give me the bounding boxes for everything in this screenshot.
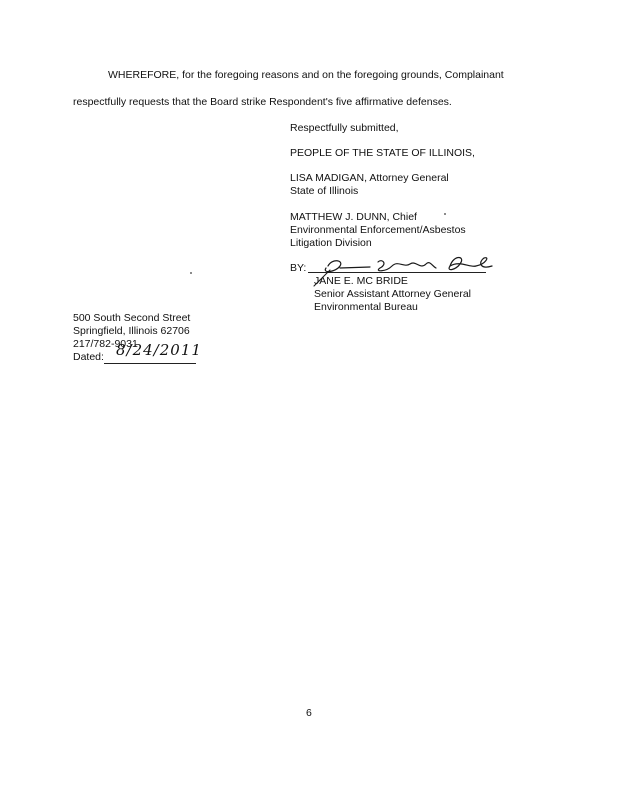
dated-label: Dated: (73, 351, 104, 363)
scan-speck (444, 213, 446, 215)
respectfully-submitted: Respectfully submitted, (290, 122, 399, 134)
address-street: 500 South Second Street (73, 312, 191, 324)
attorney-general-state: State of Illinois (290, 185, 359, 197)
attorney-general-name: LISA MADIGAN, Attorney General (290, 172, 449, 184)
page-number: 6 (306, 707, 312, 719)
signer-bureau: Environmental Bureau (314, 301, 418, 313)
paragraph-line-1: WHEREFORE, for the foregoing reasons and on the foregoing grounds, Complainant (108, 69, 504, 81)
chief-division-1: Environmental Enforcement/Asbestos (290, 224, 466, 236)
signer-name: JANE E. MC BRIDE (314, 275, 408, 287)
by-label: BY: (290, 262, 307, 274)
dated-handwritten-value: 8/24/2011 (116, 341, 202, 359)
signer-title: Senior Assistant Attorney General (314, 288, 472, 300)
paragraph-line-2: respectfully requests that the Board strike Respondent's five affirmative defenses. (73, 96, 452, 108)
dated-line (104, 363, 196, 364)
chief-name: MATTHEW J. DUNN, Chief (290, 211, 417, 223)
scan-speck (190, 272, 192, 274)
chief-division-2: Litigation Division (290, 237, 372, 249)
address-phone: 217/782-9031 (73, 338, 138, 350)
party-name: PEOPLE OF THE STATE OF ILLINOIS, (290, 147, 475, 159)
address-city: Springfield, Illinois 62706 (73, 325, 190, 337)
